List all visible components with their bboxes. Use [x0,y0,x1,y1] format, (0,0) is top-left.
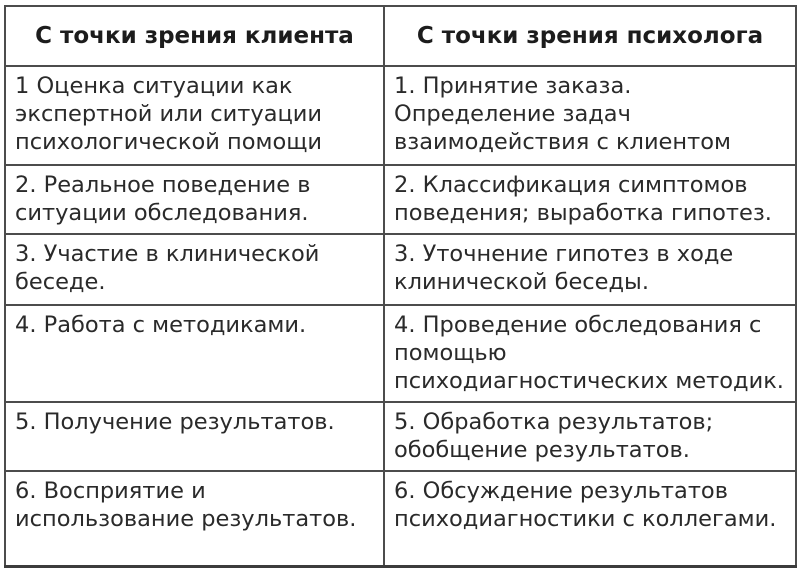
cell-client: 6. Восприятие и использование результатов. [5,471,384,567]
cell-client: 3. Участие в клинической беседе. [5,234,384,305]
cell-client: 5. Получение результатов. [5,402,384,471]
cell-client: 1 Оценка ситуации как экспертной или ситуации психологической помощи [5,66,384,165]
cell-psychologist: 2. Классификация симптомов поведения; выработка гипотез. [384,165,796,234]
column-header-psychologist: С точки зрения психолога [384,6,796,66]
table-row [5,471,796,567]
table-row [5,234,796,305]
cell-client: 4. Работа с методиками. [5,305,384,402]
table-row [5,165,796,234]
cell-psychologist: 3. Уточнение гипотез в ходе клинической беседы. [384,234,796,305]
cell-psychologist: 1. Принятие заказа. Определение задач взаимодействия с клиентом [384,66,796,165]
comparison-table [4,5,797,568]
comparison-table-container [4,5,797,568]
column-header-client: С точки зрения клиента [5,6,384,66]
cell-psychologist: 5. Обработка результатов; обобщение результатов. [384,402,796,471]
table-row [5,402,796,471]
cell-psychologist: 6. Обсуждение результатов психодиагностики с коллегами. [384,471,796,567]
table-row [5,305,796,402]
cell-psychologist: 4. Проведение обследования с помощью психодиагностических методик. [384,305,796,402]
header-row [5,6,796,66]
cell-client: 2. Реальное поведение в ситуации обследования. [5,165,384,234]
table-row [5,66,796,165]
table-body [5,66,796,567]
